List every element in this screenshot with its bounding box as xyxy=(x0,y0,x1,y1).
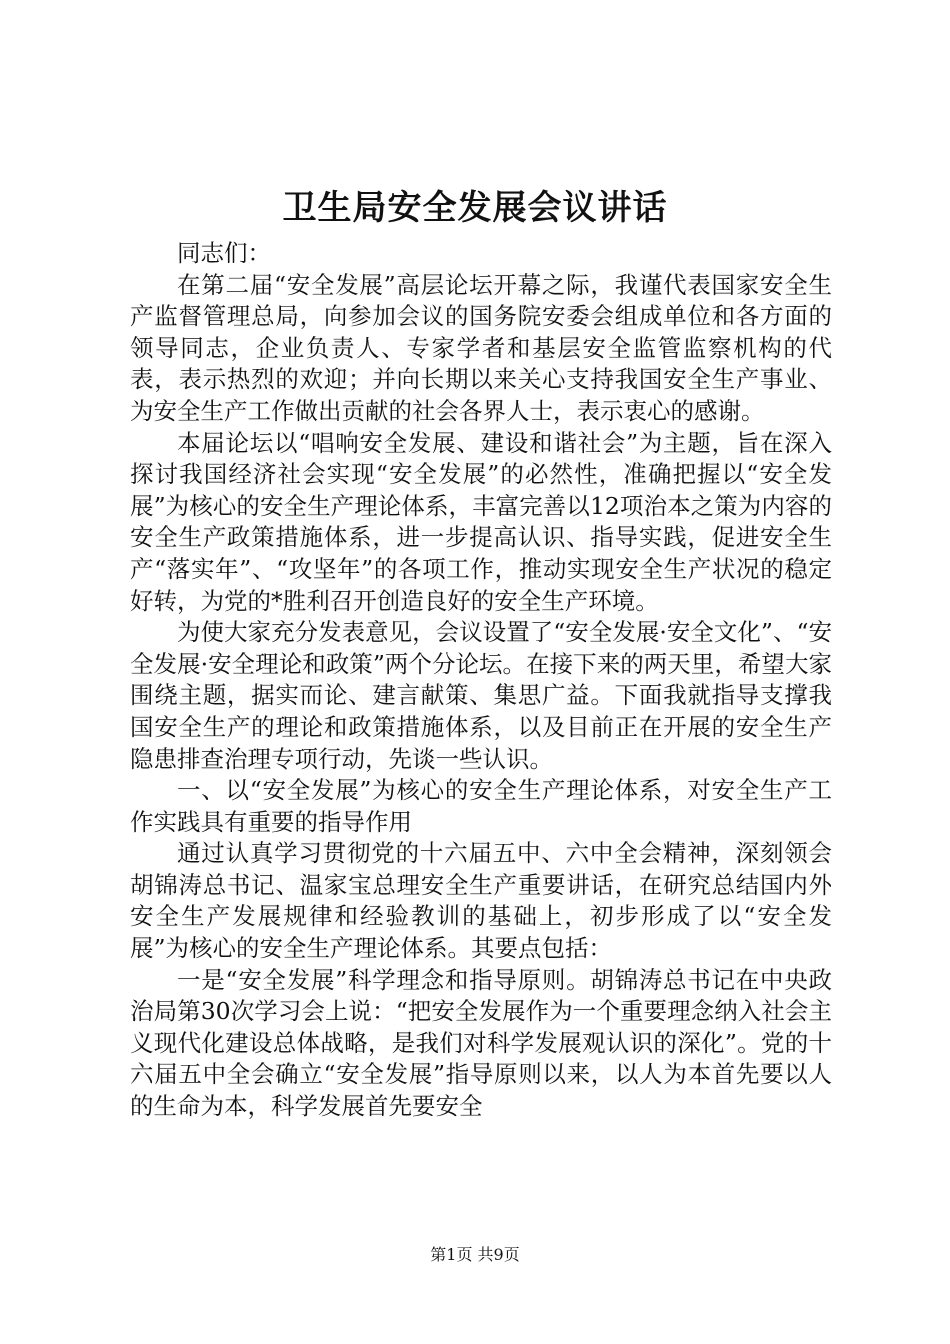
paragraph-salutation: 同志们： xyxy=(177,239,271,267)
page-footer: 第1页 共9页 xyxy=(430,1245,520,1264)
document-body xyxy=(130,238,832,1123)
paragraph: 在第二届“安全发展”高层论坛开幕之际，我谨代表国家安全生产监督管理总局，向参加会议的国务院安委会组成单位和各方面的领导同志，企业负责人、专家学者和基层安全监管监察机构的代表，表示热烈的欢迎；并向长期以来关心支持我国安全生产事业、为安全生产工作做出贡献的社会各界人士，表示衷心的感谢。 xyxy=(130,270,832,425)
paragraph: 为使大家充分发表意见，会议设置了“安全发展·安全文化”、“安全发展·安全理论和政策”两个分论坛。在接下来的两天里，希望大家围绕主题，据实而论、建言献策、集思广益。下面我就指导支撑我国安全生产的理论和政策措施体系，以及目前正在开展的安全生产隐患排查治理专项行动，先谈一些认识。 xyxy=(130,618,832,773)
paragraph: 通过认真学习贯彻党的十六届五中、六中全会精神，深刻领会胡锦涛总书记、温家宝总理安全生产重要讲话，在研究总结国内外安全生产发展规律和经验教训的基础上，初步形成了以“安全发展”为核心的安全生产理论体系。其要点包括： xyxy=(130,839,832,963)
section-heading: 一、以“安全发展”为核心的安全生产理论体系，对安全生产工作实践具有重要的指导作用 xyxy=(130,776,832,836)
document-title: 卫生局安全发展会议讲话 xyxy=(282,188,668,228)
paragraph: 本届论坛以“唱响安全发展、建设和谐社会”为主题，旨在深入探讨我国经济社会实现“安全发展”的必然性，准确把握以“安全发展”为核心的安全生产理论体系，丰富完善以12项治本之策为内容的安全生产政策措施体系，进一步提高认识、指导实践，促进安全生产“落实年”、“攻坚年”的各项工作，推动实现安全生产状况的稳定好转，为党的*胜利召开创造良好的安全生产环境。 xyxy=(130,428,832,615)
paragraph: 一是“安全发展”科学理念和指导原则。胡锦涛总书记在中央政治局第30次学习会上说：“把安全发展作为一个重要理念纳入社会主义现代化建设总体战略，是我们对科学发展观认识的深化”。党的十六届五中全会确立“安全发展”指导原则以来，以人为本首先要以人的生命为本，科学发展首先要安全 xyxy=(130,965,832,1121)
